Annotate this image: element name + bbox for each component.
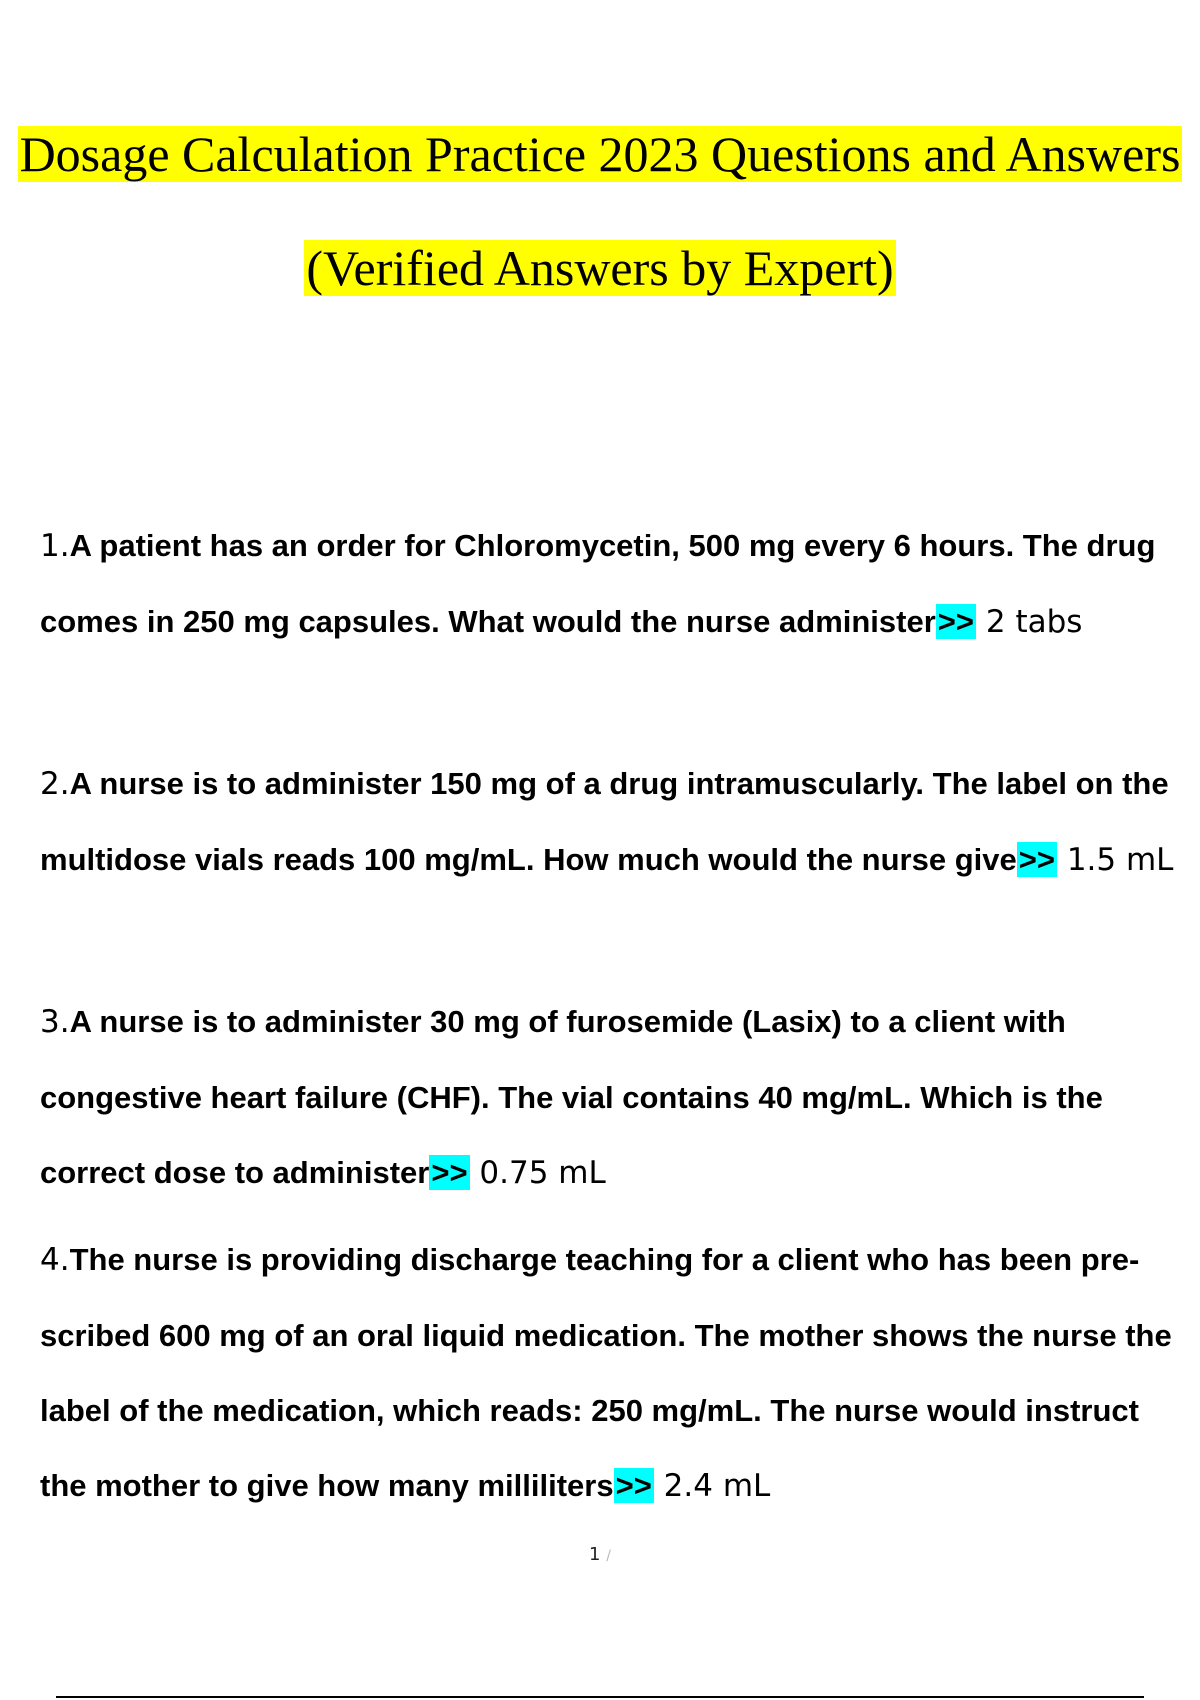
question-2 [40,746,1190,898]
page-number-separator: / [606,1548,611,1564]
answer-marker: >> [615,1468,652,1503]
question-number: 4. [40,1242,70,1278]
footer-divider [56,1696,1144,1698]
question-text: A nurse is to administer 150 mg of a drug intramuscularly. The label on the multidose vials reads 100 mg/mL. How much would the nurse give [40,766,1169,877]
question-text: A nurse is to administer 30 mg of furosemide (Lasix) to a client with congestive heart failure (CHF). The vial contains 40 mg/mL. Which is the correct dose to administer [40,1004,1103,1190]
page-number [0,1544,1200,1565]
question-number: 2. [40,766,70,802]
question-3 [40,984,1190,1211]
page-number-value: 1 [589,1544,601,1565]
answer-text: 1.5 mL [1056,842,1174,878]
answer-text: 2 tabs [976,604,1083,640]
question-text: A patient has an order for Chloromycetin, 500 mg every 6 hours. The drug comes in 250 mg capsules. What would the nurse administer [40,528,1156,639]
document-subtitle [0,238,1200,298]
answer-text: 0.75 mL [469,1155,606,1191]
answer-text: 2.4 mL [653,1468,771,1504]
question-4 [40,1222,1190,1524]
answer-marker: >> [937,604,975,639]
question-number: 3. [40,1004,70,1040]
answer-marker: >> [1018,842,1055,877]
document-title [0,124,1200,184]
question-1 [40,508,1190,660]
question-number: 1. [40,528,70,564]
answer-marker: >> [431,1155,468,1190]
question-text: The nurse is providing discharge teaching for a client who has been pre-scribed 600 mg of an oral liquid medication. The mother shows the nurse the label of the medication, which reads: 250 mg/mL. The nurse would instruct the mother to give how many milliliters [40,1242,1172,1503]
document-title-line-1: Dosage Calculation Practice 2023 Questions and Answers [19,126,1181,182]
document-title-line-2: (Verified Answers by Expert) [306,240,894,296]
